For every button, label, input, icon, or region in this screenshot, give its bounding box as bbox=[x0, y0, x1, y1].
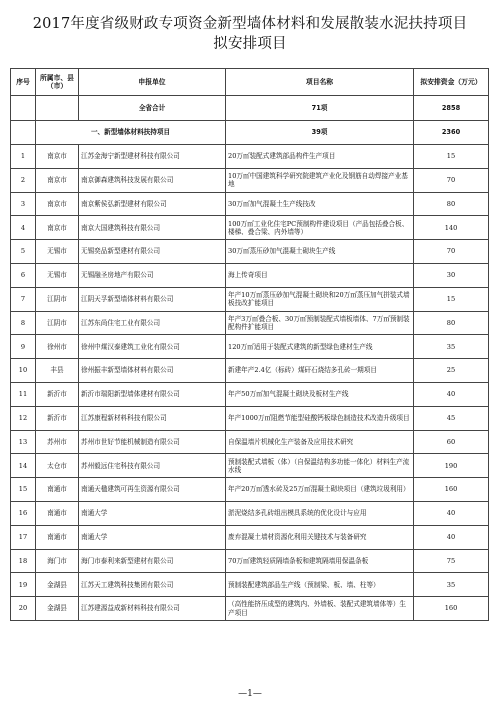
row-unit: 南通天楹建筑可再生资源有限公司 bbox=[79, 478, 226, 502]
row-city: 南京市 bbox=[36, 145, 79, 169]
total-row bbox=[11, 96, 489, 121]
row-unit: 徐州中煤汉泰建筑工业化有限公司 bbox=[79, 335, 226, 359]
row-seq: 1 bbox=[11, 145, 36, 169]
row-city: 江阴市 bbox=[36, 311, 79, 335]
row-seq: 3 bbox=[11, 192, 36, 216]
category-amount: 2360 bbox=[414, 121, 489, 145]
row-project: （高性能挤压成型的建筑内、外墙板、装配式建筑墙体等）生产项目 bbox=[226, 597, 414, 621]
row-project: 20万㎡装配式建筑部品构件生产项目 bbox=[226, 145, 414, 169]
table-row bbox=[11, 311, 489, 335]
table-row bbox=[11, 382, 489, 406]
row-unit: 江苏建源益成新材料科技有限公司 bbox=[79, 597, 226, 621]
document-title bbox=[0, 14, 500, 54]
row-amount: 70 bbox=[414, 168, 489, 192]
row-seq: 9 bbox=[11, 335, 36, 359]
row-city: 金湖县 bbox=[36, 597, 79, 621]
row-unit: 江苏天工建筑科技集团有限公司 bbox=[79, 573, 226, 597]
row-seq: 10 bbox=[11, 359, 36, 383]
row-unit: 南通大学 bbox=[79, 501, 226, 525]
row-unit: 南京紫侯弘新型建材有限公司 bbox=[79, 192, 226, 216]
row-seq: 5 bbox=[11, 240, 36, 264]
table-row bbox=[11, 406, 489, 430]
row-city: 丰县 bbox=[36, 359, 79, 383]
total-amount: 2858 bbox=[414, 96, 489, 121]
row-city: 苏州市 bbox=[36, 430, 79, 454]
row-unit: 徐州振丰新型墙体材料有限公司 bbox=[79, 359, 226, 383]
category-label: 一、新型墙体材料扶持项目 bbox=[36, 121, 226, 145]
header-amount: 拟安排资金（万元） bbox=[414, 69, 489, 96]
row-amount: 35 bbox=[414, 335, 489, 359]
table-row bbox=[11, 430, 489, 454]
table-row bbox=[11, 525, 489, 549]
row-amount: 35 bbox=[414, 573, 489, 597]
row-project: 120万㎡适用于装配式建筑的新型绿色建材生产线 bbox=[226, 335, 414, 359]
row-unit: 苏州毅远住宅科技有限公司 bbox=[79, 454, 226, 478]
row-seq: 12 bbox=[11, 406, 36, 430]
row-unit: 无锡融圣房地产有限公司 bbox=[79, 263, 226, 287]
row-seq: 14 bbox=[11, 454, 36, 478]
row-amount: 140 bbox=[414, 216, 489, 240]
table-row bbox=[11, 454, 489, 478]
row-amount: 190 bbox=[414, 454, 489, 478]
row-project: 30万㎡蒸压砂加气混凝土砌块生产线 bbox=[226, 240, 414, 264]
row-unit: 无锡奕品新型建材有限公司 bbox=[79, 240, 226, 264]
row-city: 太仓市 bbox=[36, 454, 79, 478]
row-unit: 苏州市世好节能机械制造有限公司 bbox=[79, 430, 226, 454]
row-unit: 江苏东尚住宅工业有限公司 bbox=[79, 311, 226, 335]
table-row bbox=[11, 287, 489, 311]
row-project: 30万㎡加气混凝土生产线技改 bbox=[226, 192, 414, 216]
row-unit: 南京御森建筑科技发展有限公司 bbox=[79, 168, 226, 192]
row-project: 年产20万㎡透水砖及25万㎡混凝土砌块项目（建筑垃圾利用） bbox=[226, 478, 414, 502]
row-amount: 160 bbox=[414, 478, 489, 502]
row-city: 南京市 bbox=[36, 192, 79, 216]
row-seq: 20 bbox=[11, 597, 36, 621]
row-city: 江阴市 bbox=[36, 287, 79, 311]
row-seq: 19 bbox=[11, 573, 36, 597]
row-project: 10万㎡中国建筑科学研究院建筑产业化及钢筋自动焊接产业基地 bbox=[226, 168, 414, 192]
row-seq: 17 bbox=[11, 525, 36, 549]
table-row bbox=[11, 145, 489, 169]
row-amount: 40 bbox=[414, 501, 489, 525]
row-project: 海上传奇项目 bbox=[226, 263, 414, 287]
row-seq: 2 bbox=[11, 168, 36, 192]
table-row bbox=[11, 359, 489, 383]
row-amount: 45 bbox=[414, 406, 489, 430]
row-city: 南通市 bbox=[36, 501, 79, 525]
row-seq: 11 bbox=[11, 382, 36, 406]
table-row bbox=[11, 549, 489, 573]
row-city: 南京市 bbox=[36, 168, 79, 192]
row-amount: 160 bbox=[414, 597, 489, 621]
header-row bbox=[11, 69, 489, 96]
row-project: 年产1000万㎡阻燃节能型硅酸钙板绿色制造技术改造升级项目 bbox=[226, 406, 414, 430]
row-unit: 南京大国建筑科技有限公司 bbox=[79, 216, 226, 240]
header-project: 项目名称 bbox=[226, 69, 414, 96]
row-city: 新沂市 bbox=[36, 382, 79, 406]
table-row bbox=[11, 597, 489, 621]
row-unit: 南通大学 bbox=[79, 525, 226, 549]
category-row bbox=[11, 121, 489, 145]
row-city: 徐州市 bbox=[36, 335, 79, 359]
row-amount: 15 bbox=[414, 145, 489, 169]
row-seq: 16 bbox=[11, 501, 36, 525]
row-project: 预制装配建筑部品生产线（预制梁、板、墙、柱等） bbox=[226, 573, 414, 597]
table-row bbox=[11, 501, 489, 525]
row-unit: 江苏金海宁新型建材科技有限公司 bbox=[79, 145, 226, 169]
row-seq: 13 bbox=[11, 430, 36, 454]
table-row bbox=[11, 335, 489, 359]
row-project: 年产50万㎡加气混凝土砌块及板材生产线 bbox=[226, 382, 414, 406]
row-amount: 80 bbox=[414, 311, 489, 335]
row-amount: 70 bbox=[414, 240, 489, 264]
row-amount: 60 bbox=[414, 430, 489, 454]
row-amount: 75 bbox=[414, 549, 489, 573]
row-seq: 6 bbox=[11, 263, 36, 287]
row-seq: 7 bbox=[11, 287, 36, 311]
row-unit: 江阴天孚新型墙体材料有限公司 bbox=[79, 287, 226, 311]
table-row bbox=[11, 240, 489, 264]
row-amount: 30 bbox=[414, 263, 489, 287]
table-row bbox=[11, 216, 489, 240]
row-city: 金湖县 bbox=[36, 573, 79, 597]
row-project: 年产10万㎡蒸压砂加气混凝土砌块和20万㎡蒸压加气拼装式墙板技改扩能项目 bbox=[226, 287, 414, 311]
row-amount: 80 bbox=[414, 192, 489, 216]
row-project: 年产3万㎡叠合板、30万㎡预制装配式墙板墙体、7万㎡预制装配构件扩能项目 bbox=[226, 311, 414, 335]
project-table bbox=[10, 68, 489, 621]
row-project: 预制装配式墙板（体）（自保温结构多功能一体化）材料生产流水线 bbox=[226, 454, 414, 478]
row-unit: 新沂市瑞阳新型墙体建材有限公司 bbox=[79, 382, 226, 406]
total-label: 全省合计 bbox=[79, 96, 226, 121]
row-city: 无锡市 bbox=[36, 263, 79, 287]
table-row bbox=[11, 573, 489, 597]
row-seq: 8 bbox=[11, 311, 36, 335]
table-row bbox=[11, 192, 489, 216]
row-project: 自保温墙片机械化生产装备及应用技术研究 bbox=[226, 430, 414, 454]
row-city: 南通市 bbox=[36, 478, 79, 502]
row-amount: 40 bbox=[414, 525, 489, 549]
title-line-1: 2017年度省级财政专项资金新型墙体材料和发展散装水泥扶持项目 bbox=[32, 16, 468, 32]
title-line-2: 拟安排项目 bbox=[213, 36, 287, 52]
header-seq: 序号 bbox=[11, 69, 36, 96]
row-city: 南京市 bbox=[36, 216, 79, 240]
row-project: 新建年产2.4亿（标砖）煤矸石烧结多孔砖一期项目 bbox=[226, 359, 414, 383]
row-amount: 25 bbox=[414, 359, 489, 383]
row-project: 100万㎡工业化住宅PC预制构件建设项目（产品包括叠合板、楼梯、叠合梁、内外墙等） bbox=[226, 216, 414, 240]
header-unit: 申报单位 bbox=[79, 69, 226, 96]
row-project: 废弃混凝土墙材资源化利用关键技术与装备研究 bbox=[226, 525, 414, 549]
row-unit: 海门市泰利来新型建材有限公司 bbox=[79, 549, 226, 573]
row-city: 海门市 bbox=[36, 549, 79, 573]
category-count: 39项 bbox=[226, 121, 414, 145]
row-project: 70万㎡建筑轻质隔墙条板和建筑隔墙用保温条板 bbox=[226, 549, 414, 573]
row-city: 南通市 bbox=[36, 525, 79, 549]
row-amount: 15 bbox=[414, 287, 489, 311]
row-seq: 4 bbox=[11, 216, 36, 240]
row-city: 新沂市 bbox=[36, 406, 79, 430]
row-amount: 40 bbox=[414, 382, 489, 406]
table-row bbox=[11, 263, 489, 287]
page-number: —1— bbox=[238, 689, 262, 699]
row-city: 无锡市 bbox=[36, 240, 79, 264]
table-row bbox=[11, 168, 489, 192]
total-count: 71项 bbox=[226, 96, 414, 121]
header-city: 所属市、县（市） bbox=[36, 69, 79, 96]
row-seq: 18 bbox=[11, 549, 36, 573]
row-unit: 江苏康程新材料科技有限公司 bbox=[79, 406, 226, 430]
table-row bbox=[11, 478, 489, 502]
row-seq: 15 bbox=[11, 478, 36, 502]
row-project: 淤泥烧结多孔砖组出模具系统的优化设计与应用 bbox=[226, 501, 414, 525]
